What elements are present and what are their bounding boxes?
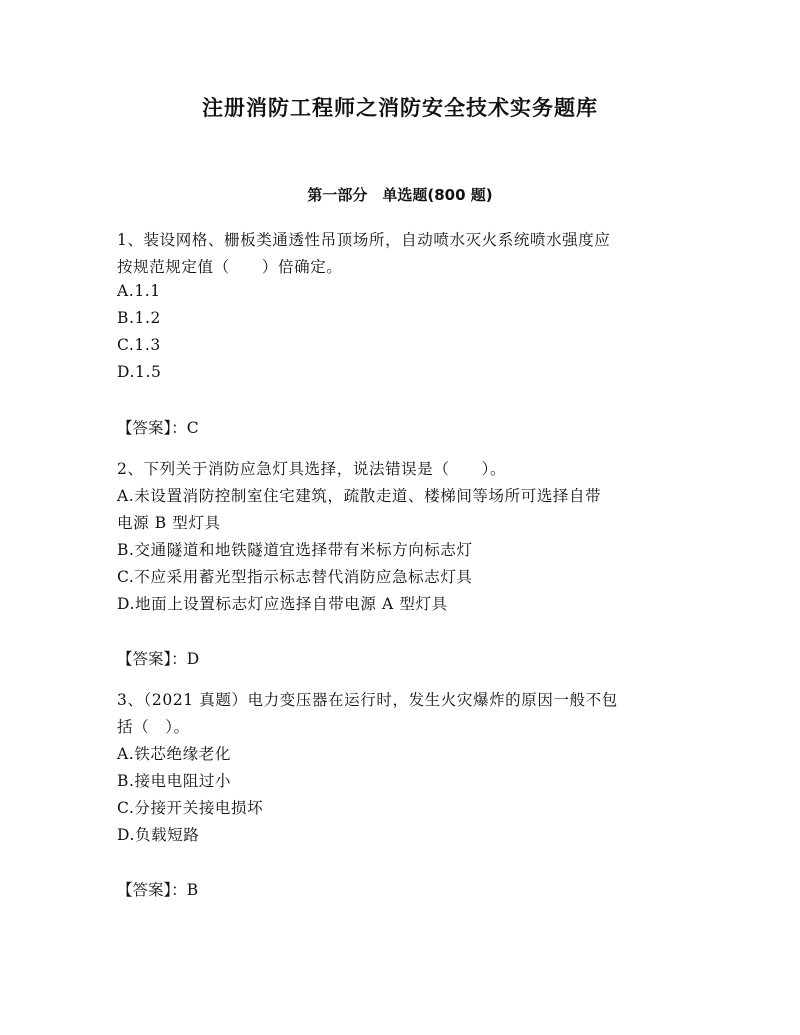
- question-1-stem-line-2: 按规范规定值（ ）倍确定。: [117, 258, 343, 276]
- question-3-answer: [117, 878, 198, 900]
- document-title: 注册消防工程师之消防安全技术实务题库: [202, 96, 598, 120]
- answer-value: D: [186, 650, 200, 668]
- question-3-option-c: C.分接开关接电损坏: [117, 799, 264, 817]
- question-1-option-b: B.1.2: [117, 309, 161, 327]
- question-2-option-a-cont: 电源 B 型灯具: [117, 514, 221, 532]
- question-1-option-d: D.1.5: [117, 363, 162, 381]
- question-1-option-a: A.1.1: [117, 282, 161, 300]
- section-title: 第一部分 单选题(800 题): [307, 186, 493, 204]
- question-2-option-b: B.交通隧道和地铁隧道宜选择带有米标方向标志灯: [117, 541, 473, 559]
- question-3-option-d: D.负载短路: [117, 826, 200, 844]
- question-2-option-a: A.未设置消防控制室住宅建筑，疏散走道、楼梯间等场所可选择自带: [117, 487, 602, 505]
- question-3-stem-line-2: 括（ ）。: [117, 718, 190, 736]
- question-1-answer: [117, 416, 199, 438]
- question-3-option-a: A.铁芯绝缘老化: [117, 745, 231, 763]
- answer-label: 【答案】：: [117, 650, 187, 668]
- question-1-stem-line-1: 1、装设网格、栅板类通透性吊顶场所，自动喷水灭火系统喷水强度应: [117, 231, 611, 249]
- question-2-stem-line-1: 2、下列关于消防应急灯具选择，说法错误是（ ）。: [117, 460, 507, 478]
- answer-label: 【答案】：: [117, 881, 187, 899]
- question-3-stem-line-1: 3、（2021 真题）电力变压器在运行时，发生火灾爆炸的原因一般不包: [117, 691, 618, 709]
- question-2-answer: [117, 647, 199, 669]
- question-2-option-c: C.不应采用蓄光型指示标志替代消防应急标志灯具: [117, 568, 473, 586]
- question-2-option-d: D.地面上设置标志灯应选择自带电源 A 型灯具: [117, 595, 448, 613]
- question-1-option-c: C.1.3: [117, 336, 161, 354]
- answer-value: B: [186, 881, 199, 899]
- answer-value: C: [186, 419, 199, 437]
- answer-label: 【答案】：: [117, 419, 187, 437]
- question-3-option-b: B.接电电阻过小: [117, 772, 232, 790]
